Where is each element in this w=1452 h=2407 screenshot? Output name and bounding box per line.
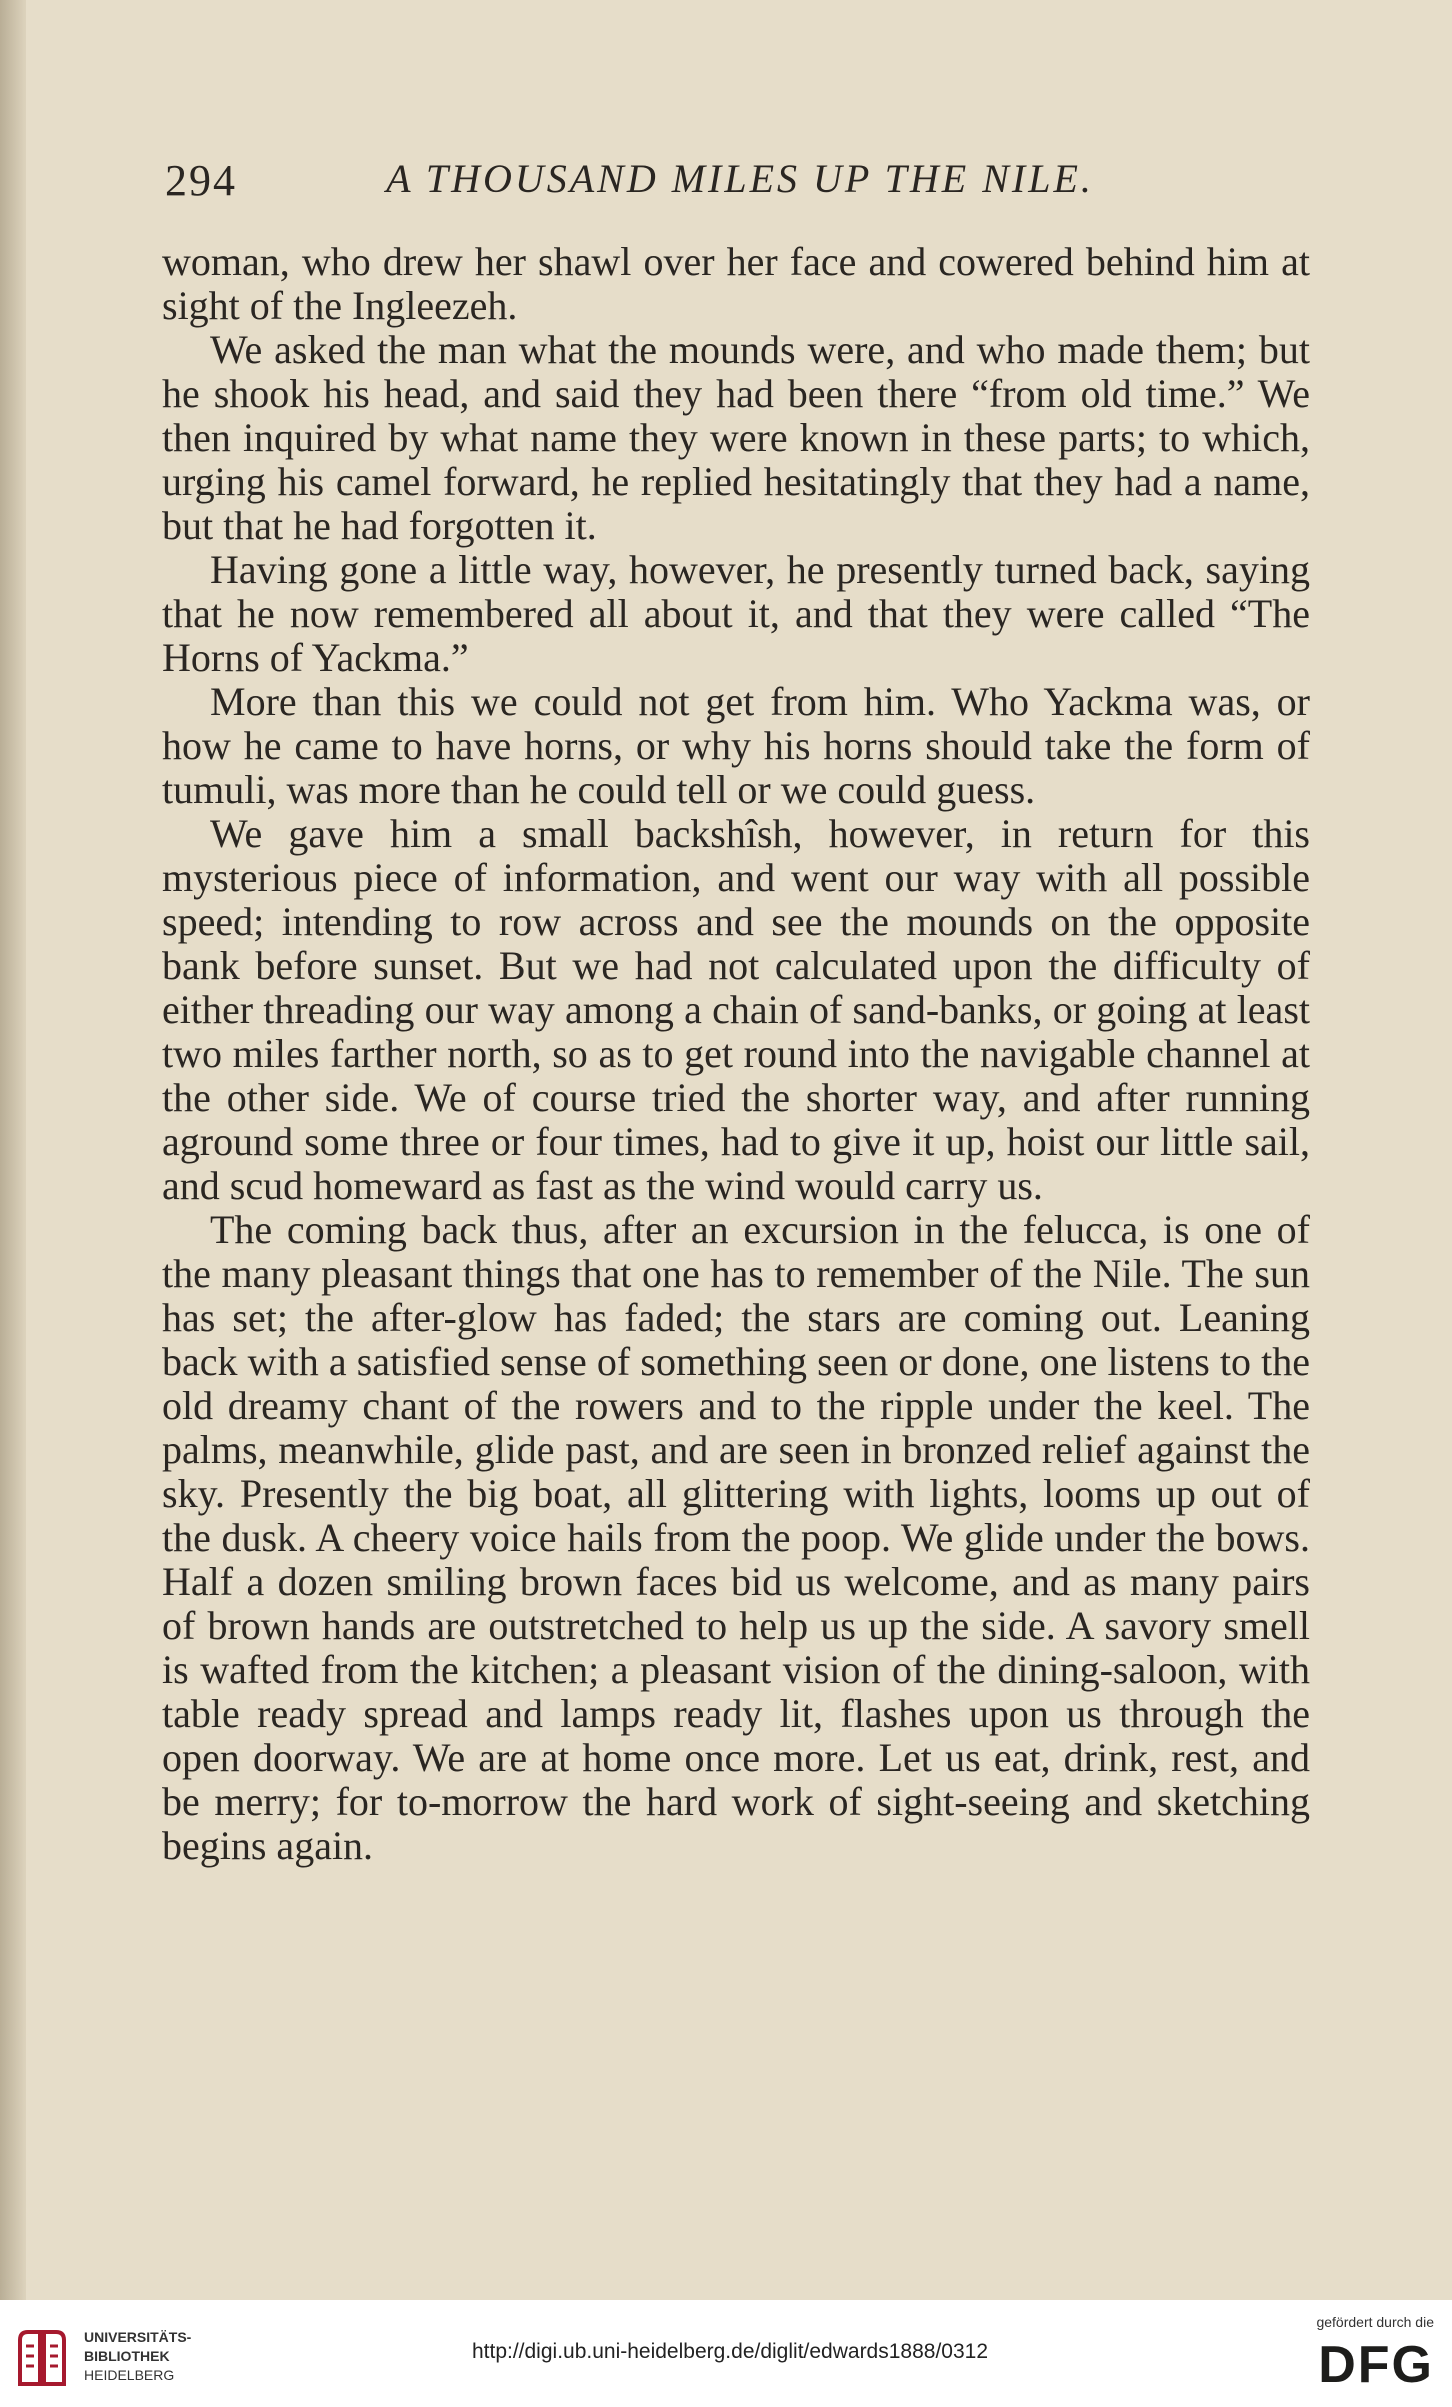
dfg-logo-text: DFG	[1318, 2336, 1434, 2388]
paragraph: More than this we could not get from him. Who Yackma was, or how he came to have horns, or why his horns should take the form of tumuli, was more than he could tell or we could guess.	[162, 679, 1310, 812]
library-logo-icon	[14, 2326, 70, 2388]
paragraph: woman, who drew her shawl over her face and cowered behind him at sight of the Ingleezeh.	[162, 239, 1310, 328]
page-gutter-shadow	[0, 0, 26, 2300]
sponsor-label: gefördert durch die	[1316, 2314, 1434, 2330]
paragraph: Having gone a little way, however, he presently turned back, saying that he now remembered all about it, and that they were called “The Horns of Yackma.”	[162, 547, 1310, 680]
dfg-logo-icon	[1284, 2336, 1434, 2388]
library-name-line: HEIDELBERG	[84, 2367, 175, 2383]
page-number: 294	[165, 156, 237, 205]
book-title: A THOUSAND MILES UP THE NILE.	[386, 156, 1094, 201]
library-name-line: UNIVERSITÄTS-	[84, 2329, 192, 2345]
library-name-line: BIBLIOTHEK	[84, 2348, 170, 2364]
viewer-footer	[0, 2300, 1452, 2407]
sponsor-block	[1234, 2314, 1434, 2388]
library-name	[84, 2328, 191, 2385]
body-text	[162, 240, 1310, 1868]
source-url-link[interactable]: http://digi.ub.uni-heidelberg.de/diglit/edwards1888/0312	[471, 2340, 989, 2363]
running-head	[165, 155, 1315, 215]
paragraph: We gave him a small backshîsh, however, in return for this mysterious piece of information, and went our way with all possible speed; intending to row across and see the mounds on the opposite bank before sunset. But we had not calculated upon the difficulty of either threading our way among a chain of sand-banks, or going at least two miles farther north, so as to get round into the navigable channel at the other side. We of course tried the shorter way, and after running aground some three or four times, had to give it up, hoist our little sail, and scud homeward as fast as the wind would carry us.	[162, 811, 1310, 1208]
paragraph: We asked the man what the mounds were, and who made them; but he shook his head, and said they had been there “from old time.” We then inquired by what name they were known in these parts; to which, urging his camel forward, he replied hesitatingly that they had a name, but that he had forgotten it.	[162, 327, 1310, 548]
paragraph: The coming back thus, after an excursion in the felucca, is one of the many pleasant things that one has to remember of the Nile. The sun has set; the after-glow has faded; the stars are coming out. Leaning back with a satisfied sense of something seen or done, one listens to the old dreamy chant of the rowers and to the ripple under the keel. The palms, meanwhile, glide past, and are seen in bronzed relief against the sky. Presently the big boat, all glittering with lights, looms up out of the dusk. A cheery voice hails from the poop. We glide under the bows. Half a dozen smiling brown faces bid us welcome, and as many pairs of brown hands are outstretched to help us up the side. A savory smell is wafted from the kitchen; a pleasant vision of the dining-saloon, with table ready spread and lamps ready lit, flashes upon us through the open doorway. We are at home once more. Let us eat, drink, rest, and be merry; for to-morrow the hard work of sight-seeing and sketching begins again.	[162, 1207, 1310, 1868]
